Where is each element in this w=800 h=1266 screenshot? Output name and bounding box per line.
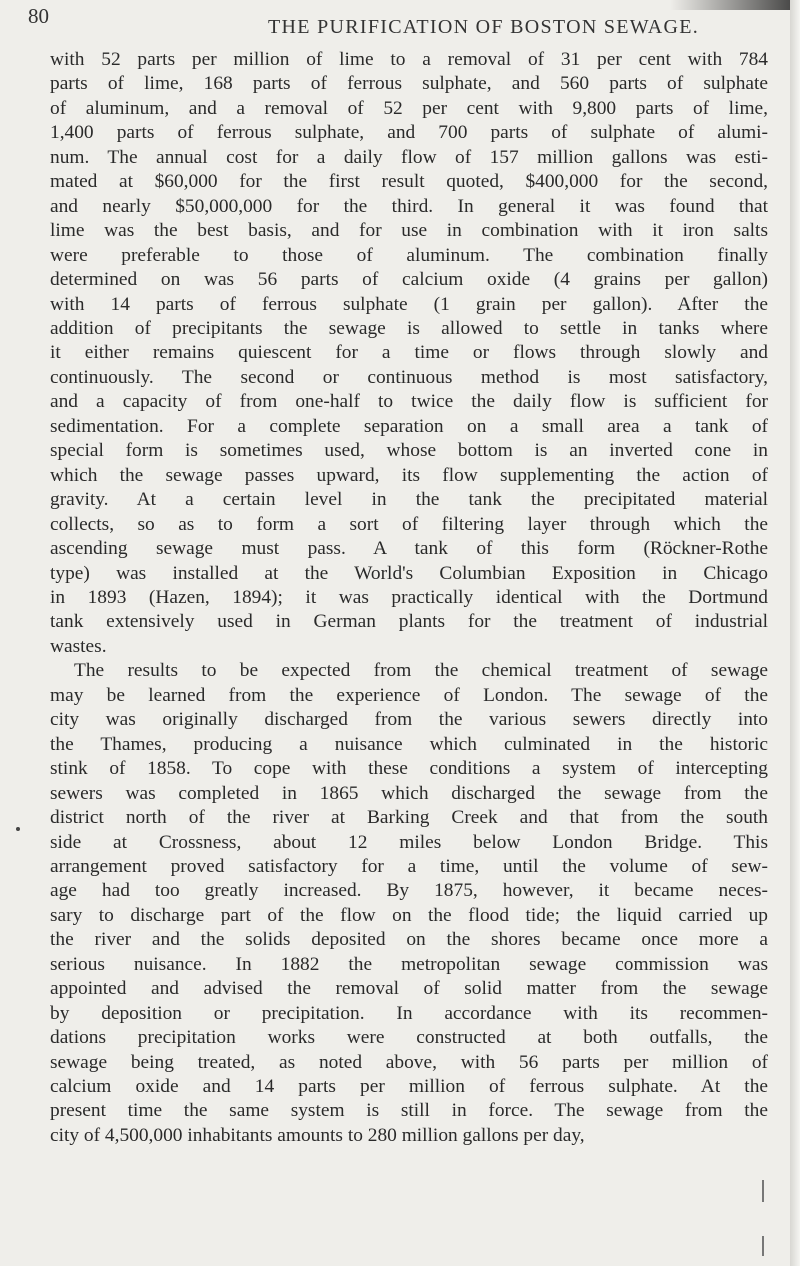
text-line: ascending sewage must pass. A tank of this form (Röckner-Rothe — [50, 538, 768, 560]
text-line: by deposition or precipitation. In accordance with its recommen- — [50, 1002, 768, 1024]
text-line: special form is sometimes used, whose bottom is an inverted cone in — [50, 440, 768, 462]
running-head: THE PURIFICATION OF BOSTON SEWAGE. — [268, 16, 700, 38]
text-line: num. The annual cost for a daily flow of 157 million gallons was esti- — [50, 146, 768, 168]
text-line: mated at $60,000 for the first result quoted, $400,000 for the second, — [50, 171, 768, 193]
text-line: and a capacity of from one-half to twice the daily flow is sufficient for — [50, 391, 768, 413]
text-line: with 52 parts per million of lime to a removal of 31 per cent with 784 — [50, 49, 768, 70]
text-line: continuously. The second or continuous method is most satisfactory, — [50, 366, 768, 388]
text-line: in 1893 (Hazen, 1894); it was practically identical with the Dortmund — [50, 586, 768, 608]
text-line: type) was installed at the World's Columbian Exposition in Chicago — [50, 562, 768, 584]
text-line: The results to be expected from the chemical treatment of sewage — [74, 660, 768, 682]
text-line: appointed and advised the removal of solid matter from the sewage — [50, 978, 768, 1000]
page-header — [20, 4, 780, 40]
text-line: present time the same system is still in force. The sewage from the — [50, 1100, 768, 1122]
page-number: 80 — [28, 4, 49, 28]
text-line: sedimentation. For a complete separation on a small area a tank of — [50, 415, 768, 437]
scan-edge-shadow — [670, 0, 800, 10]
margin-mark — [16, 827, 20, 831]
text-line: gravity. At a certain level in the tank the precipitated material — [50, 489, 768, 511]
text-line: sewers was completed in 1865 which discharged the sewage from the — [50, 782, 768, 804]
text-line: age had too greatly increased. By 1875, however, it became neces- — [50, 880, 768, 902]
text-line: 1,400 parts of ferrous sulphate, and 700 parts of sulphate of alumi- — [50, 122, 768, 144]
text-line: addition of precipitants the sewage is allowed to settle in tanks where — [50, 317, 768, 339]
text-line: and nearly $50,000,000 for the third. In general it was found that — [50, 195, 768, 217]
text-line: sary to discharge part of the flow on the flood tide; the liquid carried up — [50, 904, 768, 926]
text-line: were preferable to those of aluminum. The combination finally — [50, 244, 768, 266]
text-line: serious nuisance. In 1882 the metropolitan sewage commission was — [50, 953, 768, 975]
text-line: arrangement proved satisfactory for a time, until the volume of sew- — [50, 855, 768, 877]
paragraph — [50, 48, 768, 659]
text-line: tank extensively used in German plants for the treatment of industrial — [50, 611, 768, 633]
text-line: collects, so as to form a sort of filtering layer through which the — [50, 513, 768, 535]
text-line: district north of the river at Barking Creek and that from the south — [50, 807, 768, 829]
text-line: calcium oxide and 14 parts per million of ferrous sulphate. At the — [50, 1076, 768, 1098]
text-line: dations precipitation works were constructed at both outfalls, the — [50, 1027, 768, 1049]
text-line: wastes. — [50, 635, 107, 657]
text-line: it either remains quiescent for a time or flows through slowly and — [50, 342, 768, 364]
text-line: the Thames, producing a nuisance which culminated in the historic — [50, 733, 768, 755]
text-line: parts of lime, 168 parts of ferrous sulphate, and 560 parts of sulphate — [50, 73, 768, 95]
margin-tick — [762, 1236, 764, 1256]
text-line: determined on was 56 parts of calcium oxide (4 grains per gallon) — [50, 269, 768, 291]
text-line: which the sewage passes upward, its flow supplementing the action of — [50, 464, 768, 486]
text-line: of aluminum, and a removal of 52 per cent with 9,800 parts of lime, — [50, 97, 768, 119]
text-line: with 14 parts of ferrous sulphate (1 grain per gallon). After the — [50, 293, 768, 315]
text-line: the river and the solids deposited on the shores became once more a — [50, 929, 768, 951]
margin-tick — [762, 1180, 764, 1202]
text-line: lime was the best basis, and for use in combination with it iron salts — [50, 220, 768, 242]
text-line: city of 4,500,000 inhabitants amounts to 280 million gallons per day, — [50, 1124, 585, 1146]
text-line: sewage being treated, as noted above, with 56 parts per million of — [50, 1051, 768, 1073]
paragraph — [50, 659, 768, 1148]
text-line: may be learned from the experience of London. The sewage of the — [50, 684, 768, 706]
page-edge — [790, 0, 800, 1266]
text-line: stink of 1858. To cope with these conditions a system of intercepting — [50, 758, 768, 780]
text-line: city was originally discharged from the various sewers directly into — [50, 709, 768, 731]
body-text — [50, 48, 768, 1148]
text-line: side at Crossness, about 12 miles below London Bridge. This — [50, 831, 768, 853]
